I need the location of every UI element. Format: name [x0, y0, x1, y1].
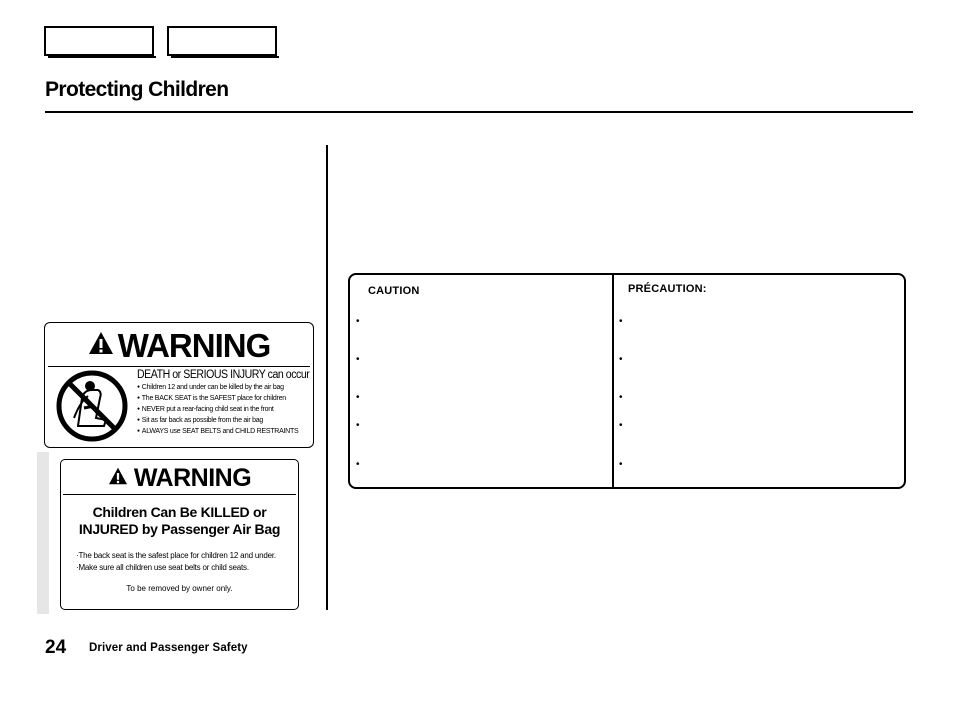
warning-label-2-footer: To be removed by owner only.	[126, 584, 233, 593]
warning-triangle-icon	[108, 467, 128, 489]
caution-divider	[612, 275, 614, 487]
list-item: ● Sit as far back as possible from the air bag	[137, 415, 312, 426]
list-item: ● Children 12 and under can be killed by the air bag	[137, 382, 312, 393]
caution-bullet-fr: •	[619, 420, 623, 431]
page-number: 24	[45, 637, 67, 658]
no-child-seat-icon	[54, 368, 130, 449]
section-name: Driver and Passenger Safety	[89, 642, 248, 654]
caution-bullet-fr: •	[619, 392, 623, 403]
caution-box	[348, 273, 906, 489]
warning-label-1-title: WARNING	[117, 327, 271, 364]
warning-label-2-heading: Children Can Be KILLED or INJURED by Passenger Air Bag	[78, 504, 281, 537]
list-item: · The back seat is the safest place for children 12 and under.	[76, 550, 276, 562]
title-rule	[45, 111, 913, 113]
list-item: ● The BACK SEAT is the SAFEST place for children	[137, 393, 312, 404]
warning-label-1-heading: DEATH or SERIOUS INJURY can occur	[137, 369, 310, 381]
warning-label-1	[44, 322, 314, 448]
column-divider	[326, 145, 328, 610]
warning-triangle-icon	[88, 331, 114, 361]
warning-label-2-title: WARNING	[133, 463, 252, 492]
warning-label-1-header	[48, 326, 310, 367]
caution-heading-en: CAUTION	[368, 285, 420, 297]
page-title: Protecting Children	[45, 78, 229, 101]
caution-bullet-en: •	[356, 392, 360, 403]
warning-label-2-list	[76, 550, 276, 574]
caution-bullet-fr: •	[619, 316, 623, 327]
caution-bullet-fr: •	[619, 354, 623, 365]
list-item: ● NEVER put a rear-facing child seat in the front	[137, 404, 312, 415]
warning-label-2-header	[63, 462, 296, 495]
caution-bullet-en: •	[356, 420, 360, 431]
caution-bullet-fr: •	[619, 459, 623, 470]
caution-heading-fr: PRÉCAUTION:	[628, 283, 707, 295]
caution-bullet-en: •	[356, 459, 360, 470]
list-item: ● ALWAYS use SEAT BELTS and CHILD RESTRAINTS	[137, 426, 312, 437]
warning-label-1-list	[137, 382, 312, 437]
scan-shading	[37, 452, 49, 614]
nav-prev-button[interactable]	[44, 26, 154, 56]
caution-bullet-en: •	[356, 354, 360, 365]
caution-bullet-en: •	[356, 316, 360, 327]
nav-next-button[interactable]	[167, 26, 277, 56]
list-item: · Make sure all children use seat belts or child seats.	[76, 562, 276, 574]
warning-label-2	[60, 459, 299, 610]
